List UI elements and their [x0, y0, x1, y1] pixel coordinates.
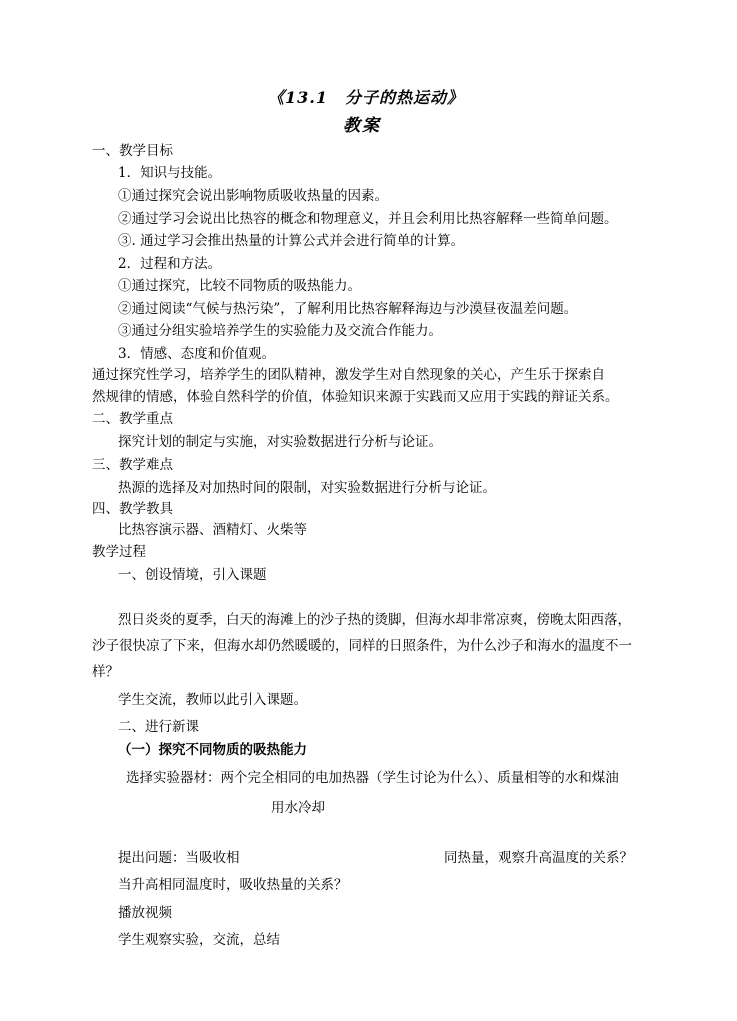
- section-heading-objectives: 一、教学目标: [92, 143, 173, 159]
- process-step-1: 一、创设情境，引入课题: [118, 567, 267, 583]
- play-video: 播放视频: [118, 905, 172, 921]
- scenario-line-3: 样？: [92, 664, 119, 680]
- objective-process: 2．过程和方法。: [118, 256, 222, 272]
- objective-item: ③. 通过学习会推出热量的计算公式并会进行简单的计算。: [118, 233, 465, 249]
- section-heading-difficulties: 三、教学难点: [92, 457, 173, 473]
- objective-paragraph-line2: 然规律的情感，体验自然科学的价值，体验知识来源于实践而又应用于实践的辩证关系。: [92, 389, 619, 405]
- section-heading-process: 教学过程: [92, 544, 146, 560]
- subsection-heading: （一）探究不同物质的吸热能力: [118, 742, 307, 758]
- tools-text: 比热容演示器、酒精灯、火柴等: [118, 522, 307, 538]
- student-exchange: 学生交流，教师以此引入课题。: [118, 692, 307, 708]
- student-observation: 学生观察实验，交流，总结: [118, 932, 280, 948]
- objective-item: ②通过阅读“气候与热污染”，了解利用比热容解释海边与沙漠昼夜温差问题。: [118, 301, 578, 317]
- doc-subtitle: 教案: [343, 116, 381, 136]
- objective-attitude: 3．情感、态度和价值观。: [118, 346, 276, 362]
- section-heading-key-points: 二、教学重点: [92, 411, 173, 427]
- equipment-selection: 选择实验器材：两个完全相同的电加热器（学生讨论为什么）、质量相等的水和煤油: [126, 770, 619, 786]
- section-heading-tools: 四、教学教具: [92, 501, 173, 517]
- question-part-b: 同热量，观察升高温度的关系？: [444, 850, 633, 866]
- doc-title: 《13.1 分子的热运动》: [268, 88, 464, 107]
- objective-paragraph-line1: 通过探究性学习，培养学生的团队精神，激发学生对自然现象的关心，产生乐于探索自: [92, 367, 605, 383]
- process-step-2: 二、进行新课: [118, 719, 199, 735]
- question-2: 当升高相同温度时，吸收热量的关系？: [118, 877, 348, 893]
- objective-knowledge: 1．知识与技能。: [118, 165, 222, 181]
- objective-item: ③通过分组实验培养学生的实验能力及交流合作能力。: [118, 323, 442, 339]
- difficulties-text: 热源的选择及对加热时间的限制，对实验数据进行分析与论证。: [118, 480, 496, 496]
- objective-item: ①通过探究，比较不同物质的吸热能力。: [118, 278, 361, 294]
- question-part-a: 提出问题：当吸收相: [118, 850, 240, 866]
- objective-item: ②通过学习会说出比热容的概念和物理意义，并且会利用比热容解释一些简单问题。: [118, 211, 618, 227]
- objective-item: ①通过探究会说出影响物质吸收热量的因素。: [118, 188, 388, 204]
- cooling-note: 用水冷却: [271, 800, 325, 816]
- scenario-line-1: 烈日炎炎的夏季，白天的海滩上的沙子热的烫脚，但海水却非常凉爽，傍晚太阳西落，: [118, 612, 631, 628]
- key-points-text: 探究计划的制定与实施，对实验数据进行分析与论证。: [118, 434, 442, 450]
- scenario-line-2: 沙子很快凉了下来，但海水却仍然暖暖的，同样的日照条件，为什么沙子和海水的温度不一: [92, 638, 632, 654]
